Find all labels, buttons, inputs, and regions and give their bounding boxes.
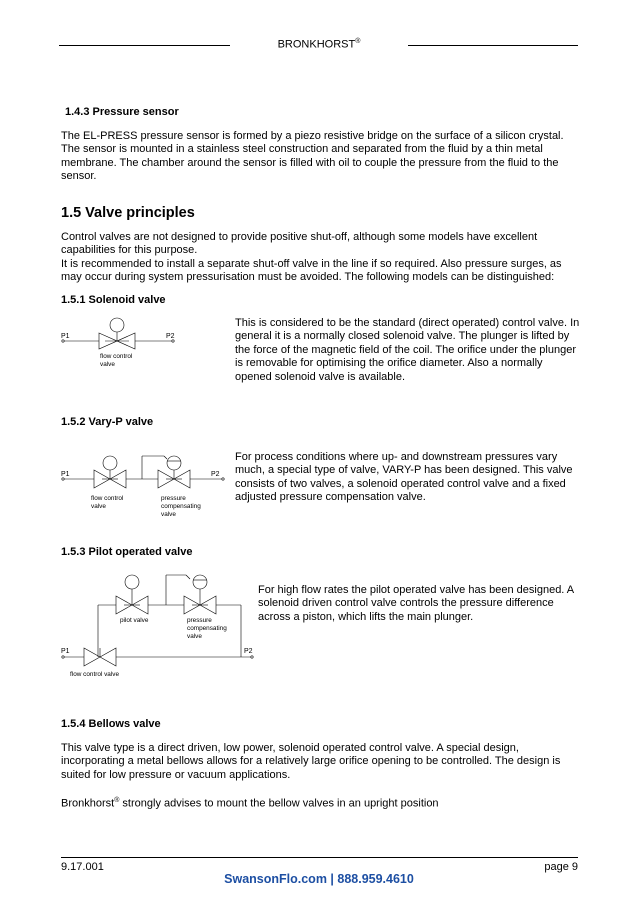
pilot-flow-control-label: flow control valve	[70, 671, 120, 678]
vary-p-pressure-comp-line2: compensating	[161, 503, 201, 510]
note-brand: Bronkhorst	[61, 797, 115, 810]
bellows-mount-note	[61, 794, 581, 811]
pressure-sensor-text	[61, 130, 581, 184]
vary-p-flow-control-line1: flow control	[91, 495, 124, 502]
pilot-operated-valve-text: For high flow rates the pilot operated valve has been designed. A solenoid driven control valve controls the pressure difference across a piston, which lifts the main plunger.	[258, 584, 574, 623]
solenoid-valve-diagram	[58, 312, 188, 378]
vary-p-pressure-comp-line3: valve	[161, 511, 176, 518]
valve-principles-para-2: It is recommended to install a separate shut-off valve in the line if so required. Also pressure surges, as may occur during system pressurisation must be avoided. The following models can be distinguished:	[61, 257, 562, 284]
pilot-pressure-comp-line3: valve	[187, 633, 202, 640]
note-rest: strongly advises to mount the bellow valves in an upright position	[119, 797, 439, 810]
footer-rule	[61, 857, 578, 858]
vary-p-valve-diagram	[58, 445, 228, 523]
footer-brand-line[interactable]: SwansonFlo.com | 888.959.4610	[224, 872, 414, 886]
solenoid-p2-label: P2	[166, 333, 175, 340]
vary-p-flow-control-line2: valve	[91, 503, 106, 510]
valve-principles-text	[61, 231, 581, 285]
vary-p-p1-label: P1	[61, 471, 70, 478]
footer-doc-number: 9.17.001	[61, 861, 104, 873]
heading-bellows-valve: 1.5.4 Bellows valve	[61, 718, 161, 730]
valve-principles-para-1: Control valves are not designed to provide positive shut-off, although some models have excellent capabilities for this purpose.	[61, 231, 538, 257]
vary-p-valve-text: For process conditions where up- and downstream pressures vary much, a special type of valve, VARY-P has been designed. This valve consists of two valves, a solenoid operated control valve and a fixed adjusted pressure compensation valve.	[235, 451, 573, 504]
header-reg-mark: ®	[355, 38, 361, 45]
vary-p-p2-label: P2	[211, 471, 220, 478]
pilot-p2-label: P2	[244, 648, 253, 655]
bellows-valve-paragraph: This valve type is a direct driven, low power, solenoid operated control valve. A special design, incorporating a metal bellows allows for a relatively large orifice opening to be controlled. The design is suited for low pressure or vacuum applications.	[61, 742, 561, 781]
pilot-operated-valve-diagram	[58, 568, 260, 680]
solenoid-p1-label: P1	[61, 333, 70, 340]
header-rule-right	[408, 45, 578, 46]
footer-page-number: page 9	[544, 861, 578, 873]
heading-valve-principles: 1.5 Valve principles	[61, 205, 195, 221]
pilot-pressure-comp-line1: pressure	[187, 617, 212, 624]
header-brand: BRONKHORST	[277, 38, 356, 51]
bellows-mount-note-text	[61, 794, 581, 811]
pressure-sensor-paragraph: The EL-PRESS pressure sensor is formed by a piezo resistive bridge on the surface of a silicon crystal. The sensor is mounted in a stainless steel construction and separated from the fluid by a thin metal membrane. The chamber around the sensor is filled with oil to couple the pressure from the fluid to the sensor.	[61, 130, 564, 183]
vary-p-pressure-comp-line1: pressure	[161, 495, 186, 502]
heading-vary-p-valve: 1.5.2 Vary-P valve	[61, 416, 154, 428]
solenoid-valve-text: This is considered to be the standard (direct operated) control valve. In general it is a normally closed solenoid valve. The plunger is lifted by the force of the magnetic field of the coil. The orifice under the plunger is removable for optimising the orifice diameter. Also a normally opened solenoid valve is available.	[235, 317, 580, 383]
solenoid-valve-label-line2: valve	[100, 361, 115, 368]
pilot-pressure-comp-line2: compensating	[187, 625, 227, 632]
heading-pilot-operated-valve: 1.5.3 Pilot operated valve	[61, 546, 193, 558]
pilot-valve-label: pilot valve	[120, 617, 149, 624]
pilot-p1-label: P1	[61, 648, 70, 655]
bellows-valve-text	[61, 742, 581, 782]
heading-pressure-sensor: 1.4.3 Pressure sensor	[65, 106, 179, 118]
heading-solenoid-valve: 1.5.1 Solenoid valve	[61, 294, 166, 306]
solenoid-valve-label-line1: flow control	[100, 353, 133, 360]
note-reg-mark: ®	[114, 797, 120, 804]
